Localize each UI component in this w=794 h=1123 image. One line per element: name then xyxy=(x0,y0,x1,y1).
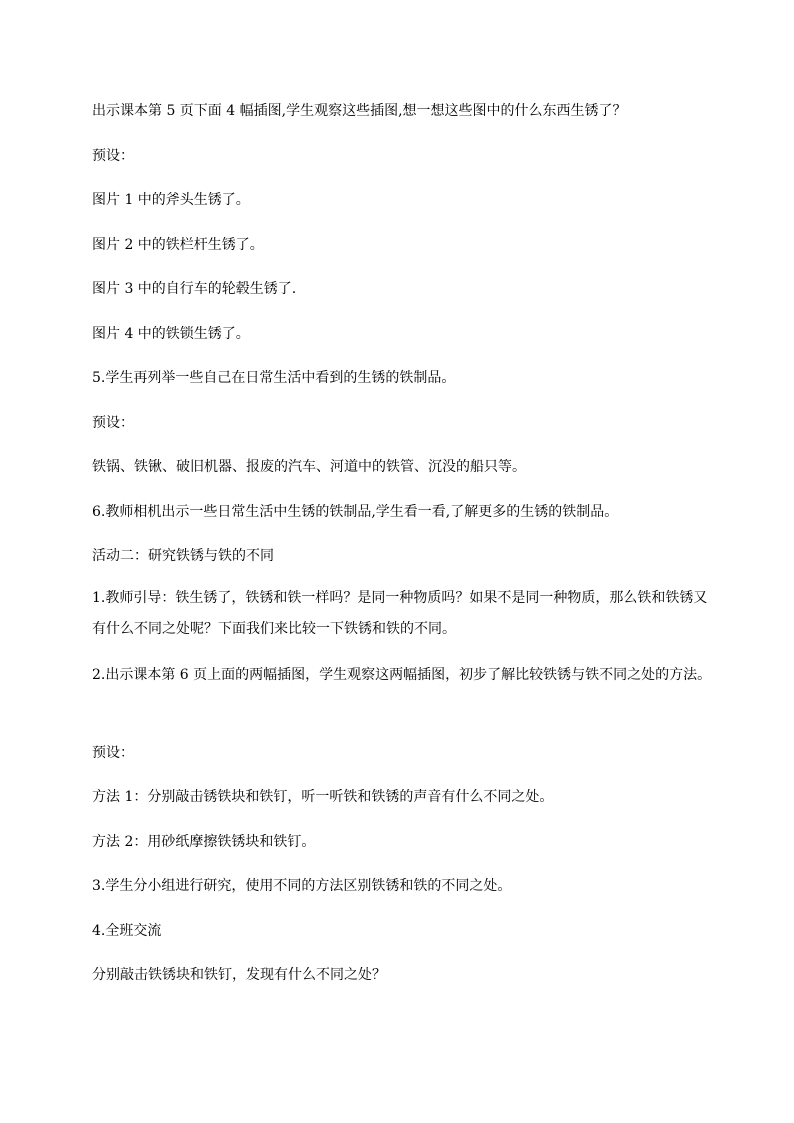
paragraph-question: 分别敲击铁锈块和铁钉，发现有什么不同之处？ xyxy=(92,967,386,983)
paragraph-step-5: 5.学生再列举一些自己在日常生活中看到的生锈的铁制品。 xyxy=(92,370,456,386)
paragraph-activity-2-heading: 活动二：研究铁锈与铁的不同 xyxy=(92,548,274,564)
paragraph-activity-2-step-4: 4.全班交流 xyxy=(92,923,162,939)
paragraph-activity-2-step-3: 3.学生分小组进行研究，使用不同的方法区别铁锈和铁的不同之处。 xyxy=(92,878,512,894)
paragraph-activity-2-step-2: 2.出示课本第 6 页上面的两幅插图，学生观察这两幅插图，初步了解比较铁锈与铁不同之处的方法。 xyxy=(92,667,712,683)
paragraph-picture-4: 图片 4 中的铁锁生锈了。 xyxy=(92,326,250,342)
paragraph-illustration-intro: 出示课本第 5 页下面 4 幅插图,学生观察这些插图,想一想这些图中的什么东西生锈了？ xyxy=(92,103,627,119)
paragraph-method-1: 方法 1：分别敲击锈铁块和铁钉，听一听铁和铁锈的声音有什么不同之处。 xyxy=(92,789,554,805)
paragraph-preset-3: 预设： xyxy=(92,745,134,761)
paragraph-method-2: 方法 2：用砂纸摩擦铁锈块和铁钉。 xyxy=(92,834,316,850)
paragraph-picture-3: 图片 3 中的自行车的轮毂生锈了. xyxy=(92,281,297,297)
paragraph-preset-2: 预设： xyxy=(92,415,134,431)
paragraph-activity-2-step-1: 1.教师引导：铁生锈了，铁锈和铁一样吗？是同一种物质吗？如果不是同一种物质，那么铁和铁锈又有什么不同之处呢？下面我们来比较一下铁锈和铁的不同。 xyxy=(92,590,708,637)
paragraph-step-6: 6.教师相机出示一些日常生活中生锈的铁制品,学生看一看,了解更多的生锈的铁制品。 xyxy=(92,504,619,520)
paragraph-preset-1: 预设： xyxy=(92,148,134,164)
paragraph-picture-1: 图片 1 中的斧头生锈了。 xyxy=(92,192,250,208)
paragraph-rusty-items-list: 铁锅、铁锹、破旧机器、报废的汽车、河道中的铁管、沉没的船只等。 xyxy=(92,459,526,475)
paragraph-picture-2: 图片 2 中的铁栏杆生锈了。 xyxy=(92,237,264,253)
